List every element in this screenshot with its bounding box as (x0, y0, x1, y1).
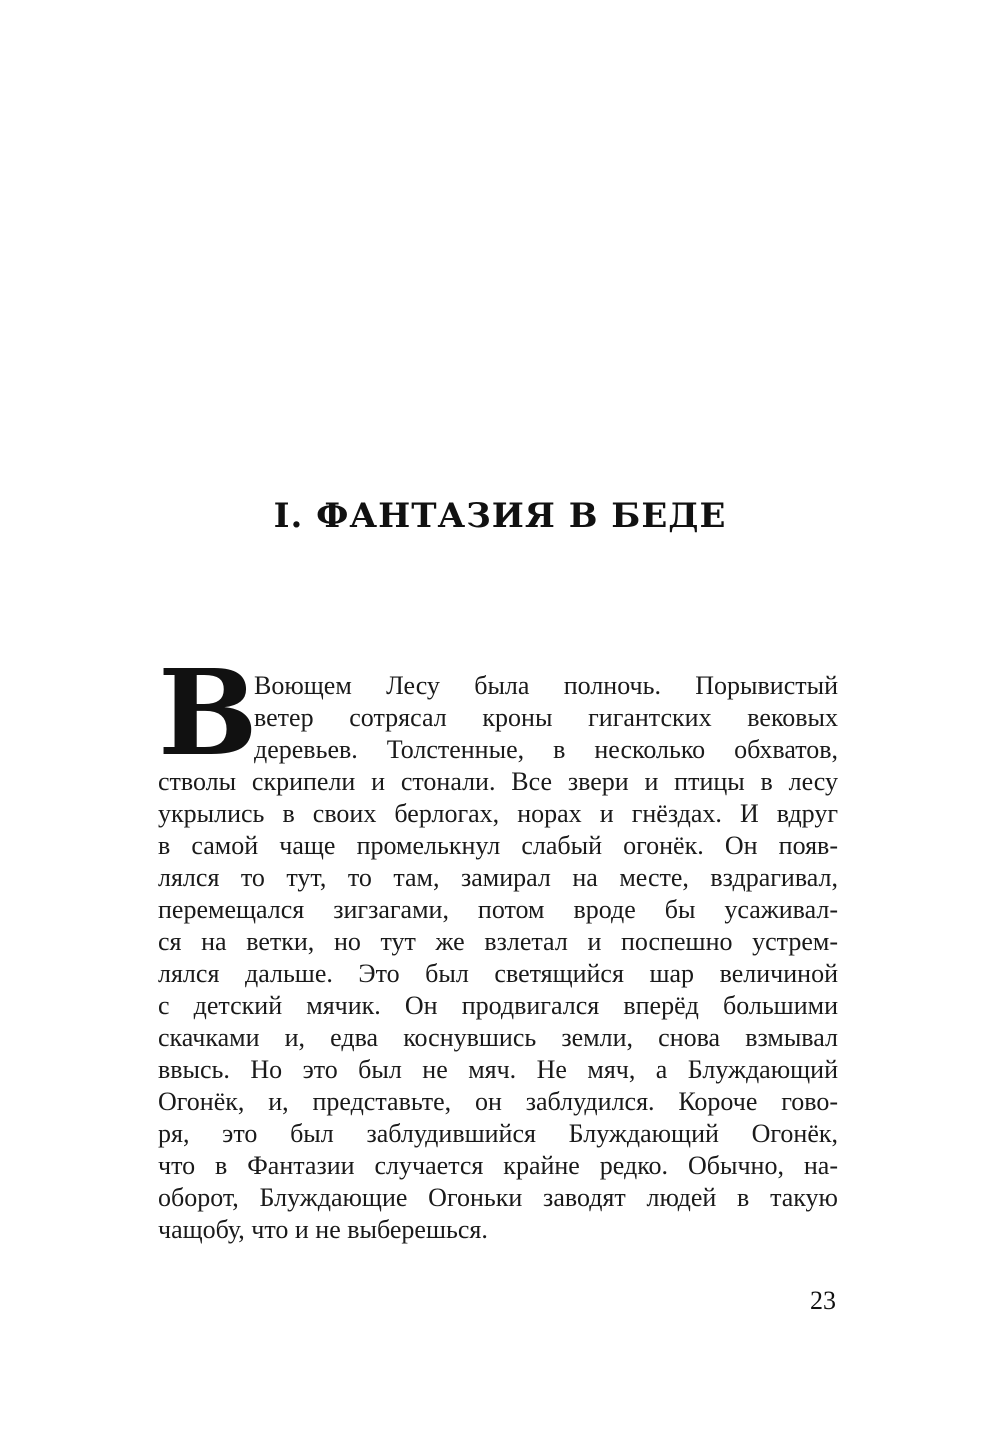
paragraph-line: стволы скрипели и стонали. Все звери и птицы в лесу (158, 767, 838, 796)
paragraph-line: деревьев. Толстенные, в несколько обхватов, (254, 735, 838, 764)
drop-cap: В (158, 643, 258, 782)
paragraph-line: ря, это был заблудившийся Блуждающий Огонёк, (158, 1119, 838, 1148)
chapter-paragraph (158, 670, 838, 1246)
paragraph-line: перемещался зигзагами, потом вроде бы усаживал- (158, 895, 838, 924)
chapter-title: I. ФАНТАЗИЯ В БЕДЕ (273, 496, 727, 536)
paragraph-line: что в Фантазии случается крайне редко. Обычно, на- (158, 1151, 838, 1180)
paragraph-line: скачками и, едва коснувшись земли, снова взмывал (158, 1023, 838, 1052)
paragraph-line: чащобу, что и не выберешься. (158, 1215, 488, 1244)
paragraph-line: оборот, Блуждающие Огоньки заводят людей в такую (158, 1183, 838, 1212)
paragraph-line: лялся дальше. Это был светящийся шар величиной (158, 959, 838, 988)
page-number: 23 (810, 1286, 836, 1315)
paragraph-line: с детский мячик. Он продвигался вперёд большими (158, 991, 838, 1020)
paragraph-line: ветер сотрясал кроны гигантских вековых (254, 703, 838, 732)
paragraph-line: укрылись в своих берлогах, норах и гнёздах. И вдруг (158, 799, 838, 828)
paragraph-line: ввысь. Но это был не мяч. Не мяч, а Блуждающий (158, 1055, 838, 1084)
paragraph-line: в самой чаще промелькнул слабый огонёк. Он появ- (158, 831, 838, 860)
paragraph-line: Воющем Лесу была полночь. Порывистый (254, 671, 838, 700)
paragraph-line: ся на ветки, но тут же взлетал и поспешно устрем- (158, 927, 838, 956)
paragraph-line: Огонёк, и, представьте, он заблудился. Короче гово- (158, 1087, 838, 1116)
paragraph-line: лялся то тут, то там, замирал на месте, вздрагивал, (158, 863, 838, 892)
